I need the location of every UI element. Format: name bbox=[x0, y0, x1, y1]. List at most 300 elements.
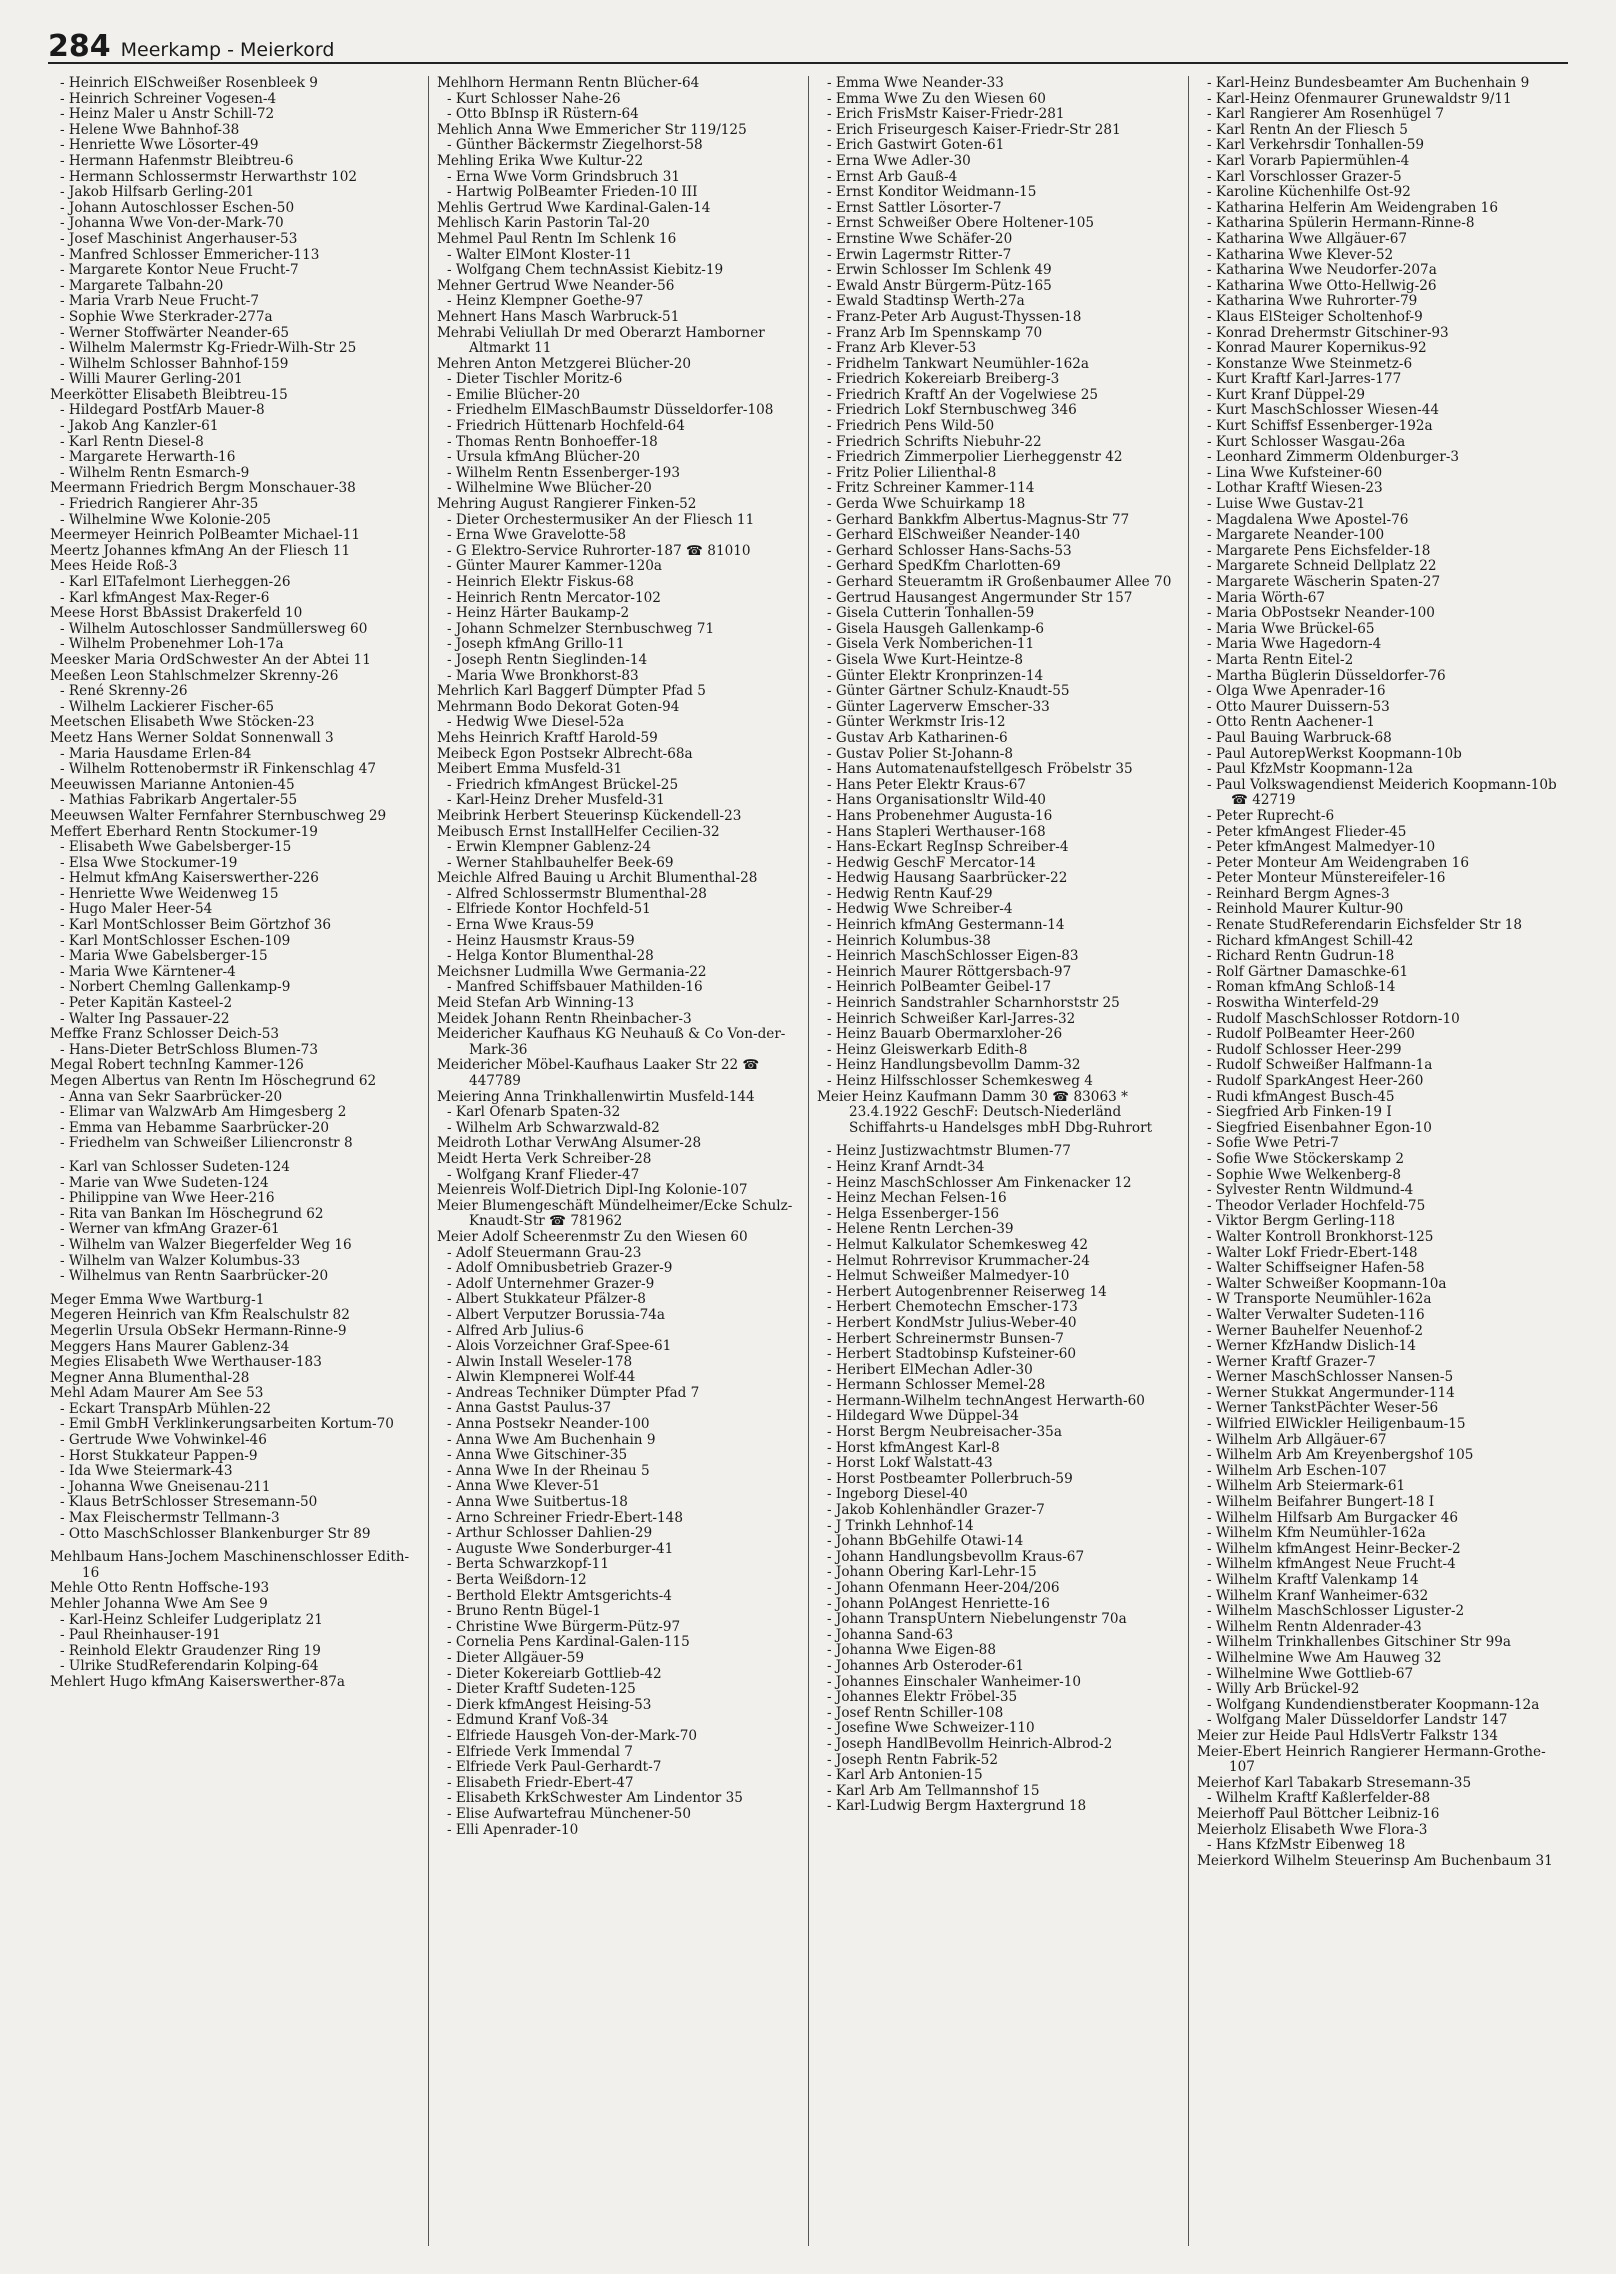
directory-entry: Meeuwsen Walter Fernfahrer Sternbuschweg 29 bbox=[50, 807, 387, 824]
directory-entry: - Maria Wwe Kärntener-4 bbox=[60, 963, 236, 980]
directory-entry: - Siegfried Arb Finken-19 I bbox=[1207, 1104, 1392, 1121]
directory-entry: - Wolfgang Chem technAssist Kiebitz-19 bbox=[447, 262, 724, 279]
directory-entry: - Roman kfmAng Schloß-14 bbox=[1207, 979, 1396, 996]
directory-entry: - Roswitha Winterfeld-29 bbox=[1207, 995, 1379, 1012]
directory-entry: - Heinz Bauarb Obermarxloher-26 bbox=[827, 1026, 1063, 1043]
directory-entry: - Ernst Arb Gauß-4 bbox=[827, 168, 958, 185]
directory-entry: Meesker Maria OrdSchwester An der Abtei 11 bbox=[50, 651, 371, 668]
directory-entry: - Johanna Sand-63 bbox=[827, 1626, 954, 1643]
directory-entry: - Siegfried Eisenbahner Egon-10 bbox=[1207, 1119, 1432, 1136]
directory-entry: - Ernst Schweißer Obere Holtener-105 bbox=[827, 215, 1094, 232]
directory-entry: - Emil GmbH Verklinkerungsarbeiten Kortum-70 bbox=[60, 1416, 394, 1433]
directory-entry: - Heinrich Maurer Röttgersbach-97 bbox=[827, 963, 1072, 980]
directory-entry: - Wilhelm Trinkhallenbes Gitschiner Str 99a bbox=[1207, 1634, 1511, 1651]
directory-entry: - Katharina Wwe Otto-Hellwig-26 bbox=[1207, 277, 1437, 294]
directory-entry: - Karl Rangierer Am Rosenhügel 7 bbox=[1207, 106, 1445, 123]
directory-entry: Meibert Emma Musfeld-31 bbox=[437, 761, 623, 778]
directory-entry: Mehner Gertrud Wwe Neander-56 bbox=[437, 277, 675, 294]
directory-entry: - Gerhard Bankkfm Albertus-Magnus-Str 77 bbox=[827, 511, 1130, 528]
directory-entry: - Joseph HandlBevollm Heinrich-Albrod-2 bbox=[827, 1735, 1113, 1752]
directory-entry: - Heinrich ElSchweißer Rosenbleek 9 bbox=[60, 76, 318, 91]
directory-entry: - Walter Ing Passauer-22 bbox=[60, 1010, 230, 1027]
directory-entry: - Hedwig Wwe Schreiber-4 bbox=[827, 901, 1013, 918]
directory-entry: - Maria Hausdame Erlen-84 bbox=[60, 745, 252, 762]
directory-entry: - Alfred Arb Julius-6 bbox=[447, 1322, 584, 1339]
directory-entry: - Edmund Kranf Voß-34 bbox=[447, 1712, 609, 1729]
directory-entry: - Heinrich Schreiner Vogesen-4 bbox=[60, 90, 277, 107]
directory-entry: - Ewald Stadtinsp Werth-27a bbox=[827, 293, 1025, 310]
directory-entry: Meichle Alfred Bauing u Archit Blumenthal-28 bbox=[437, 870, 758, 887]
page-number: 284 bbox=[48, 29, 111, 64]
directory-entry: - Elimar van WalzwArb Am Himgesberg 2 bbox=[60, 1104, 347, 1121]
directory-entry: Meetschen Elisabeth Wwe Stöcken-23 bbox=[50, 714, 315, 731]
directory-entry: - Erwin Lagermstr Ritter-7 bbox=[827, 246, 1012, 263]
directory-entry: - Reinhold Maurer Kultur-90 bbox=[1207, 901, 1404, 918]
directory-entry: - Heinrich kfmAng Gestermann-14 bbox=[827, 917, 1065, 934]
directory-entry: - Karl van Schlosser Sudeten-124 bbox=[60, 1158, 290, 1175]
directory-entry: - Johann Schmelzer Sternbuschweg 71 bbox=[447, 620, 715, 637]
directory-entry: - Johann Autoschlosser Eschen-50 bbox=[60, 199, 295, 216]
directory-entry: - Alois Vorzeichner Graf-Spee-61 bbox=[447, 1338, 672, 1355]
directory-entry: - Reinhold Elektr Graudenzer Ring 19 bbox=[60, 1642, 321, 1659]
directory-entry: Megal Robert technIng Kammer-126 bbox=[50, 1057, 304, 1074]
directory-entry: - Henriette Wwe Weidenweg 15 bbox=[60, 885, 279, 902]
directory-entry: - Marie van Wwe Sudeten-124 bbox=[60, 1174, 269, 1191]
directory-entry: - Adolf Steuermann Grau-23 bbox=[447, 1244, 642, 1261]
directory-entry: - Peter Kapitän Kasteel-2 bbox=[60, 995, 233, 1012]
directory-entry: Meienreis Wolf-Dietrich Dipl-Ing Kolonie-107 bbox=[437, 1182, 748, 1199]
directory-entry: Mees Heide Roß-3 bbox=[50, 558, 178, 575]
directory-entry: - Elisabeth Friedr-Ebert-47 bbox=[447, 1774, 634, 1791]
directory-entry: - Wilhelm Malermstr Kg-Friedr-Wilh-Str 25 bbox=[60, 340, 357, 357]
directory-entry: - Maria Wwe Brückel-65 bbox=[1207, 620, 1375, 637]
directory-entry: Meermann Friedrich Bergm Monschauer-38 bbox=[50, 480, 356, 497]
directory-entry: - Karl Verkehrsdir Tonhallen-59 bbox=[1207, 137, 1425, 154]
directory-entry: Meierholz Elisabeth Wwe Flora-3 bbox=[1197, 1821, 1428, 1838]
directory-entry: Meidroth Lothar VerwAng Alsumer-28 bbox=[437, 1135, 702, 1152]
directory-entry: - Wilhelm Probenehmer Loh-17a bbox=[60, 636, 284, 653]
directory-entry: - W Transporte Neumühler-162a bbox=[1207, 1291, 1432, 1308]
directory-entry: - Alwin Klempnerei Wolf-44 bbox=[447, 1369, 636, 1386]
directory-entry: - Hedwig GeschF Mercator-14 bbox=[827, 854, 1036, 871]
directory-entry: - Karl-Heinz Schleifer Ludgeriplatz 21 bbox=[60, 1611, 323, 1628]
directory-entry: - Katharina Wwe Klever-52 bbox=[1207, 246, 1394, 263]
directory-entry: - Jakob Hilfsarb Gerling-201 bbox=[60, 184, 255, 201]
directory-entry: - Alfred Schlossermstr Blumenthal-28 bbox=[447, 885, 707, 902]
directory-entry: - Friedhelm van Schweißer Liliencronstr 8 bbox=[60, 1135, 353, 1152]
directory-entry: - Erich Friseurgesch Kaiser-Friedr-Str 281 bbox=[827, 121, 1121, 138]
directory-entry: - Heinz Maler u Anstr Schill-72 bbox=[60, 106, 275, 123]
directory-entry: - Rolf Gärtner Damaschke-61 bbox=[1207, 963, 1409, 980]
directory-entry: - Viktor Bergm Gerling-118 bbox=[1207, 1213, 1396, 1230]
directory-entry: - Sophie Wwe Sterkrader-277a bbox=[60, 308, 273, 325]
directory-entry: - Dieter Kokereiarb Gottlieb-42 bbox=[447, 1665, 662, 1682]
directory-entry: - Sofie Wwe Petri-7 bbox=[1207, 1135, 1339, 1152]
directory-entry: - Wilhelm Kranf Wanheimer-632 bbox=[1207, 1587, 1429, 1604]
directory-entry: - Berthold Elektr Amtsgerichts-4 bbox=[447, 1587, 672, 1604]
directory-entry: - Wilhelm Lackierer Fischer-65 bbox=[60, 698, 274, 715]
directory-entry: - Wilhelm Arb Eschen-107 bbox=[1207, 1462, 1387, 1479]
directory-entry: - Hedwig Rentn Kauf-29 bbox=[827, 885, 993, 902]
directory-entry: - Johanna Wwe Eigen-88 bbox=[827, 1642, 996, 1659]
directory-entry: - Gisela Verk Nomberichen-11 bbox=[827, 636, 1035, 653]
directory-entry: - Gerda Wwe Schuirkamp 18 bbox=[827, 496, 1026, 513]
directory-entry: - Werner Bauhelfer Neuenhof-2 bbox=[1207, 1322, 1424, 1339]
directory-entry: - Werner MaschSchlosser Nansen-5 bbox=[1207, 1369, 1454, 1386]
directory-entry: - Sofie Wwe Stöckerskamp 2 bbox=[1207, 1150, 1405, 1167]
directory-entry: - Wilhelm kfmAngest Neue Frucht-4 bbox=[1207, 1556, 1456, 1573]
directory-entry: Megner Anna Blumenthal-28 bbox=[50, 1369, 250, 1386]
directory-entry: - Fritz Polier Lilienthal-8 bbox=[827, 464, 997, 481]
directory-entry: - Albert Verputzer Borussia-74a bbox=[447, 1306, 665, 1323]
directory-entry: - Emma Wwe Neander-33 bbox=[827, 76, 1004, 91]
directory-entry: - Johann TranspUntern Niebelungenstr 70a bbox=[827, 1611, 1127, 1628]
directory-entry: Meichsner Ludmilla Wwe Germania-22 bbox=[437, 963, 707, 980]
directory-entry: - Helga Kontor Blumenthal-28 bbox=[447, 948, 654, 965]
directory-entry: - Anna Wwe In der Rheinau 5 bbox=[447, 1462, 650, 1479]
directory-entry: - Wilhelm Hilfsarb Am Burgacker 46 bbox=[1207, 1509, 1458, 1526]
directory-entry: - Margarete Kontor Neue Frucht-7 bbox=[60, 262, 299, 279]
directory-entry: - Friedrich Zimmerpolier Lierheggenstr 42 bbox=[827, 449, 1123, 466]
directory-entry: - Günter Elektr Kronprinzen-14 bbox=[827, 667, 1044, 684]
directory-entry: - Wilhelm Arb Allgäuer-67 bbox=[1207, 1431, 1387, 1448]
directory-entry: - Hans Stapleri Werthauser-168 bbox=[827, 823, 1046, 840]
directory-entry: - Ingeborg Diesel-40 bbox=[827, 1486, 968, 1503]
directory-entry: - Josef Maschinist Angerhauser-53 bbox=[60, 230, 298, 247]
directory-entry: Meier Adolf Scheerenmstr Zu den Wiesen 60 bbox=[437, 1228, 748, 1245]
directory-entry: - Anna Wwe Suitbertus-18 bbox=[447, 1494, 628, 1511]
directory-entry: - Karl-Heinz Ofenmaurer Grunewaldstr 9/11 bbox=[1207, 90, 1512, 107]
directory-entry: - Hans Peter Elektr Kraus-67 bbox=[827, 776, 1027, 793]
directory-entry: - Otto BbInsp iR Rüstern-64 bbox=[447, 106, 639, 123]
directory-entry: - Margarete Schneid Dellplatz 22 bbox=[1207, 558, 1437, 575]
directory-entry: - Lothar Kraftf Wiesen-23 bbox=[1207, 480, 1383, 497]
directory-entry: - Karl Vorschlosser Grazer-5 bbox=[1207, 168, 1402, 185]
directory-entry: - Kurt Schlosser Wasgau-26a bbox=[1207, 433, 1406, 450]
directory-entry: - Franz Arb Klever-53 bbox=[827, 340, 977, 357]
directory-entry: - Heinz Mechan Felsen-16 bbox=[827, 1190, 1007, 1207]
directory-entry: - Albert Stukkateur Pfälzer-8 bbox=[447, 1291, 646, 1308]
directory-entry: - Hermann-Wilhelm technAngest Herwarth-60 bbox=[827, 1392, 1145, 1409]
directory-entry: - Johanna Wwe Gneisenau-211 bbox=[60, 1478, 271, 1495]
directory-entry: - Wilhelm Kraftf Valenkamp 14 bbox=[1207, 1572, 1419, 1588]
directory-entry: - Ewald Anstr Bürgerm-Pütz-165 bbox=[827, 277, 1052, 294]
directory-entry: - Werner KfzHandw Dislich-14 bbox=[1207, 1338, 1416, 1355]
directory-entry: - Elisabeth Wwe Gabelsberger-15 bbox=[60, 839, 292, 856]
directory-entry: - Renate StudReferendarin Eichsfelder Str 18 bbox=[1207, 917, 1522, 934]
directory-entry: - Hartwig PolBeamter Frieden-10 III bbox=[447, 184, 698, 201]
directory-entry: - Friedrich Kokereiarb Breiberg-3 bbox=[827, 371, 1060, 388]
directory-entry: - Emilie Blücher-20 bbox=[447, 386, 581, 403]
directory-entry: - Katharina Wwe Neudorfer-207a bbox=[1207, 262, 1437, 279]
directory-entry: - Elfriede Hausgeh Von-der-Mark-70 bbox=[447, 1727, 698, 1744]
directory-entry: - Gerhard Steueramtm iR Großenbaumer Allee 70 bbox=[827, 574, 1172, 590]
directory-entry: Meffke Franz Schlosser Deich-53 bbox=[50, 1026, 280, 1043]
directory-entry: - Ulrike StudReferendarin Kolping-64 bbox=[60, 1658, 319, 1675]
directory-entry: - Konstanze Wwe Steinmetz-6 bbox=[1207, 355, 1413, 372]
directory-entry: - Jakob Kohlenhändler Grazer-7 bbox=[827, 1502, 1045, 1519]
directory-entry: - Sophie Wwe Welkenberg-8 bbox=[1207, 1166, 1402, 1183]
directory-entry: - Friedhelm ElMaschBaumstr Düsseldorfer-108 bbox=[447, 402, 774, 419]
directory-entry: - Karl MontSchlosser Eschen-109 bbox=[60, 932, 291, 949]
directory-entry: - Elisabeth KrkSchwester Am Lindentor 35 bbox=[447, 1790, 743, 1807]
directory-entry: - Henriette Wwe Lösorter-49 bbox=[60, 137, 259, 154]
directory-entry: - Elsa Wwe Stockumer-19 bbox=[60, 854, 238, 871]
directory-entry: - Friedrich Lokf Sternbuschweg 346 bbox=[827, 402, 1077, 419]
directory-entry: - Hermann Schlossermstr Herwarthstr 102 bbox=[60, 168, 358, 185]
directory-entry: Meeuwissen Marianne Antonien-45 bbox=[50, 776, 295, 793]
directory-entry: - Erich Gastwirt Goten-61 bbox=[827, 137, 1005, 154]
directory-entry: - Peter Monteur Am Weidengraben 16 bbox=[1207, 854, 1469, 871]
directory-entry: - Franz-Peter Arb August-Thyssen-18 bbox=[827, 308, 1082, 325]
directory-entry: - Peter kfmAngest Malmedyer-10 bbox=[1207, 839, 1436, 856]
directory-entry: Meerkötter Elisabeth Bleibtreu-15 bbox=[50, 386, 288, 403]
directory-entry: - Klaus ElSteiger Scholtenhof-9 bbox=[1207, 308, 1423, 325]
directory-entry: - Karl Arb Antonien-15 bbox=[827, 1767, 983, 1784]
directory-entry: - Karl-Heinz Dreher Musfeld-31 bbox=[447, 792, 665, 809]
directory-entry: - Wilhelm Kfm Neumühler-162a bbox=[1207, 1525, 1426, 1542]
directory-entry: - Adolf Unternehmer Grazer-9 bbox=[447, 1275, 655, 1292]
directory-entry: - Katharina Helferin Am Weidengraben 16 bbox=[1207, 199, 1498, 216]
directory-entry: - Wilhelm Beifahrer Bungert-18 I bbox=[1207, 1494, 1435, 1511]
directory-entry: - Paul KfzMstr Koopmann-12a bbox=[1207, 761, 1413, 778]
directory-entry: - Arthur Schlosser Dahlien-29 bbox=[447, 1525, 653, 1542]
directory-entry: - Horst kfmAngest Karl-8 bbox=[827, 1439, 1000, 1456]
directory-entry: - Hans Organisationsltr Wild-40 bbox=[827, 792, 1046, 809]
directory-entry: Mehnert Hans Masch Warbruck-51 bbox=[437, 308, 680, 325]
directory-entry: - Karl-Heinz Bundesbeamter Am Buchenhain 9 bbox=[1207, 76, 1530, 91]
directory-entry: - Otto MaschSchlosser Blankenburger Str 89 bbox=[60, 1525, 371, 1542]
directory-entry: - Margarete Talbahn-20 bbox=[60, 277, 224, 294]
directory-entry: - Maria Wwe Gabelsberger-15 bbox=[60, 948, 268, 965]
directory-entry: Mehlich Anna Wwe Emmericher Str 119/125 bbox=[437, 121, 747, 138]
directory-entry: - Richard kfmAngest Schill-42 bbox=[1207, 932, 1414, 949]
directory-entry: - Friedrich Hüttenarb Hochfeld-64 bbox=[447, 418, 685, 435]
directory-entry: Mehrabi Veliullah Dr med Oberarzt Hamborner Altmarkt 11 bbox=[437, 324, 770, 357]
directory-entry: - Heinz Härter Baukamp-2 bbox=[447, 605, 630, 622]
directory-entry: - Kurt Kranf Düppel-29 bbox=[1207, 386, 1366, 403]
directory-entry: - Karl Rentn Diesel-8 bbox=[60, 433, 204, 450]
directory-entry: - Otto Maurer Duissern-53 bbox=[1207, 698, 1390, 715]
directory-entry: - Franz Arb Im Spennskamp 70 bbox=[827, 324, 1043, 341]
directory-entry: - Margarete Herwarth-16 bbox=[60, 449, 236, 466]
directory-entry: - Anna Postsekr Neander-100 bbox=[447, 1416, 650, 1433]
directory-entry: - Max Fleischermstr Tellmann-3 bbox=[60, 1510, 280, 1527]
page-header bbox=[48, 28, 1568, 64]
directory-entry: - Wilhelm Autoschlosser Sandmüllersweg 60 bbox=[60, 620, 368, 637]
directory-entry: - Andreas Techniker Dümpter Pfad 7 bbox=[447, 1384, 700, 1401]
directory-entry: - Christine Wwe Bürgerm-Pütz-97 bbox=[447, 1618, 681, 1635]
directory-entry: Meier Heinz Kaufmann Damm 30 ☎ 83063 * 23.4.1922 GeschF: Deutsch-Niederländ Schiffahrts-u Handelsges mbH Dbg-Ruhrort bbox=[817, 1088, 1153, 1136]
directory-entry: - Olga Wwe Apenrader-16 bbox=[1207, 683, 1386, 700]
directory-entry: - Walter ElMont Kloster-11 bbox=[447, 246, 632, 263]
directory-entry: - Wilhelm Arb Am Kreyenbergshof 105 bbox=[1207, 1447, 1474, 1464]
directory-entry: - Wilhelm Rentn Essenberger-193 bbox=[447, 464, 680, 481]
directory-entry: - Erwin Klempner Gablenz-24 bbox=[447, 839, 652, 856]
column-3 bbox=[808, 76, 1188, 2246]
directory-entry: - Hedwig Wwe Diesel-52a bbox=[447, 714, 625, 731]
directory-entry: - Gisela Hausgeh Gallenkamp-6 bbox=[827, 620, 1045, 637]
directory-entry: - Johann PolAngest Henriette-16 bbox=[827, 1595, 1050, 1612]
directory-entry: Meidericher Kaufhaus KG Neuhauß & Co Von-der-Mark-36 bbox=[437, 1026, 786, 1058]
directory-entry: - Hildegard PostfArb Mauer-8 bbox=[60, 402, 265, 419]
directory-entry: Meertz Johannes kfmAng An der Fliesch 11 bbox=[50, 542, 351, 559]
directory-entry: - Heinrich Elektr Fiskus-68 bbox=[447, 574, 634, 590]
directory-entry: - Kurt MaschSchlosser Wiesen-44 bbox=[1207, 402, 1439, 419]
directory-entry: - Heinz Hausmstr Kraus-59 bbox=[447, 932, 635, 949]
directory-entry: - Manfred Schiffsbauer Mathilden-16 bbox=[447, 979, 703, 996]
directory-entry: - Paul Volkswagendienst Meiderich Koopmann-10b ☎ 42719 bbox=[1207, 776, 1562, 809]
directory-entry: - Hans KfzMstr Eibenweg 18 bbox=[1207, 1837, 1406, 1854]
directory-entry: - Ernst Sattler Lösorter-7 bbox=[827, 199, 1002, 216]
directory-entry: - Wilhelmine Wwe Blücher-20 bbox=[447, 480, 652, 497]
directory-entry: - Horst Stukkateur Pappen-9 bbox=[60, 1447, 258, 1464]
directory-entry: - Werner Stukkat Angermunder-114 bbox=[1207, 1384, 1455, 1401]
directory-entry: Meese Horst BbAssist Drakerfeld 10 bbox=[50, 605, 303, 622]
directory-entry: - Rudi kfmAngest Busch-45 bbox=[1207, 1088, 1395, 1105]
directory-entry: - Margarete Wäscherin Spaten-27 bbox=[1207, 574, 1441, 590]
directory-entry: - Johannes Elektr Fröbel-35 bbox=[827, 1689, 1018, 1706]
directory-entry: - Walter Verwalter Sudeten-116 bbox=[1207, 1306, 1425, 1323]
directory-entry: - Heinz Handlungsbevollm Damm-32 bbox=[827, 1057, 1081, 1074]
directory-entry: - Wolfgang Maler Düsseldorfer Landstr 147 bbox=[1207, 1712, 1508, 1729]
directory-entry: - Horst Lokf Walstatt-43 bbox=[827, 1455, 993, 1472]
directory-entry: - Friedrich Pens Wild-50 bbox=[827, 418, 995, 435]
directory-entry: Mehrlich Karl Baggerf Dümpter Pfad 5 bbox=[437, 683, 706, 700]
directory-entry: - Maria Vrarb Neue Frucht-7 bbox=[60, 293, 259, 310]
directory-entry: - Anna Wwe Gitschiner-35 bbox=[447, 1447, 628, 1464]
directory-entry: - Cornelia Pens Kardinal-Galen-115 bbox=[447, 1634, 690, 1651]
directory-entry: - Herbert Autogenbrenner Reiserweg 14 bbox=[827, 1283, 1107, 1300]
directory-entry: Meiering Anna Trinkhallenwirtin Musfeld-144 bbox=[437, 1088, 755, 1105]
directory-entry: - Gerhard ElSchweißer Neander-140 bbox=[827, 527, 1081, 544]
directory-entry: - Werner TankstPächter Weser-56 bbox=[1207, 1400, 1439, 1417]
directory-entry: - Wilhelm Arb Steiermark-61 bbox=[1207, 1478, 1406, 1495]
directory-entry: - Gerhard SpedKfm Charlotten-69 bbox=[827, 558, 1061, 575]
directory-entry: - Ernstine Wwe Schäfer-20 bbox=[827, 230, 1013, 247]
directory-entry: - Karl-Ludwig Bergm Haxtergrund 18 bbox=[827, 1798, 1087, 1815]
directory-entry: - Anna van Sekr Saarbrücker-20 bbox=[60, 1088, 283, 1105]
directory-entry: - Margarete Pens Eichsfelder-18 bbox=[1207, 542, 1431, 559]
directory-entry: - Magdalena Wwe Apostel-76 bbox=[1207, 511, 1409, 528]
directory-entry: - Mathias Fabrikarb Angertaler-55 bbox=[60, 792, 298, 809]
directory-entry: - Friedrich Kraftf An der Vogelwiese 25 bbox=[827, 386, 1099, 403]
directory-entry: - Thomas Rentn Bonhoeffer-18 bbox=[447, 433, 658, 450]
directory-entry: - Kurt Schlosser Nahe-26 bbox=[447, 90, 621, 107]
directory-entry: - Gerhard Schlosser Hans-Sachs-53 bbox=[827, 542, 1072, 559]
directory-entry: Meier zur Heide Paul HdlsVertr Falkstr 134 bbox=[1197, 1727, 1498, 1744]
directory-entry: Megerlin Ursula ObSekr Hermann-Rinne-9 bbox=[50, 1322, 347, 1339]
directory-entry: - Lina Wwe Kufsteiner-60 bbox=[1207, 464, 1383, 481]
directory-entry: Meierhoff Paul Böttcher Leibniz-16 bbox=[1197, 1805, 1440, 1822]
directory-entry: - Dierk kfmAngest Heising-53 bbox=[447, 1696, 652, 1713]
directory-entry: - Joseph kfmAng Grillo-11 bbox=[447, 636, 625, 653]
directory-entry: Meibusch Ernst InstallHelfer Cecilien-32 bbox=[437, 823, 720, 840]
directory-columns bbox=[48, 76, 1568, 2246]
directory-entry: Meier Blumengeschäft Mündelheimer/Ecke Schulz-Knaudt-Str ☎ 781962 bbox=[437, 1197, 793, 1230]
directory-entry: - Gertrude Wwe Vohwinkel-46 bbox=[60, 1432, 267, 1449]
directory-entry: - Wilhelm Rentn Aldenrader-43 bbox=[1207, 1618, 1422, 1635]
directory-entry: - Gustav Arb Katharinen-6 bbox=[827, 729, 1008, 746]
directory-entry: - Walter Lokf Friedr-Ebert-148 bbox=[1207, 1244, 1418, 1261]
directory-entry: - Wilhelm kfmAngest Heinr-Becker-2 bbox=[1207, 1540, 1461, 1557]
directory-entry: - Helmut Rohrrevisor Krummacher-24 bbox=[827, 1252, 1090, 1269]
directory-entry: - Erwin Schlosser Im Schlenk 49 bbox=[827, 262, 1052, 279]
directory-entry: Mehren Anton Metzgerei Blücher-20 bbox=[437, 355, 692, 372]
directory-entry: - Josef Rentn Schiller-108 bbox=[827, 1704, 1004, 1721]
directory-entry: - Helmut Kalkulator Schemkesweg 42 bbox=[827, 1236, 1088, 1253]
directory-entry: Megies Elisabeth Wwe Werthauser-183 bbox=[50, 1354, 322, 1371]
directory-entry: - Heribert ElMechan Adler-30 bbox=[827, 1361, 1033, 1378]
directory-entry: - Elise Aufwartefrau Münchener-50 bbox=[447, 1805, 691, 1822]
directory-entry: - Paul Bauing Warbruck-68 bbox=[1207, 729, 1392, 746]
directory-entry: - Manfred Schlosser Emmericher-113 bbox=[60, 246, 320, 263]
directory-entry: - Heinz Hilfsschlosser Schemkesweg 4 bbox=[827, 1073, 1093, 1089]
directory-entry: - Ursula kfmAng Blücher-20 bbox=[447, 449, 641, 466]
directory-entry: - Heinz MaschSchlosser Am Finkenacker 12 bbox=[827, 1174, 1132, 1191]
directory-entry: - Günter Maurer Kammer-120a bbox=[447, 558, 662, 575]
directory-entry: - Katharina Wwe Ruhrorter-79 bbox=[1207, 293, 1418, 310]
directory-entry: - Werner Stoffwärter Neander-65 bbox=[60, 324, 290, 341]
directory-entry: - Auguste Wwe Sonderburger-41 bbox=[447, 1540, 674, 1557]
directory-entry: Meermeyer Heinrich PolBeamter Michael-11 bbox=[50, 527, 361, 544]
directory-entry: - Emma Wwe Zu den Wiesen 60 bbox=[827, 90, 1046, 107]
directory-entry: - Dieter Tischler Moritz-6 bbox=[447, 371, 623, 388]
directory-entry: - Erna Wwe Kraus-59 bbox=[447, 917, 594, 934]
directory-entry: - Elfriede Kontor Hochfeld-51 bbox=[447, 901, 651, 918]
directory-entry: - Willi Maurer Gerling-201 bbox=[60, 371, 243, 388]
directory-entry: - Karl kfmAngest Max-Reger-6 bbox=[60, 589, 270, 606]
directory-entry: Meidericher Möbel-Kaufhaus Laaker Str 22 ☎ 447789 bbox=[437, 1057, 764, 1089]
directory-entry: Meetz Hans Werner Soldat Sonnenwall 3 bbox=[50, 729, 334, 746]
directory-entry: - Gisela Wwe Kurt-Heintze-8 bbox=[827, 651, 1023, 668]
directory-entry: - Karoline Küchenhilfe Ost-92 bbox=[1207, 184, 1411, 201]
directory-entry: - Luise Wwe Gustav-21 bbox=[1207, 496, 1366, 513]
directory-entry: - Hans-Eckart RegInsp Schreiber-4 bbox=[827, 839, 1069, 856]
directory-entry: - Klaus BetrSchlosser Stresemann-50 bbox=[60, 1494, 318, 1511]
directory-entry: - Dieter Orchestermusiker An der Fliesch 11 bbox=[447, 511, 755, 528]
directory-entry: - Gertrud Hausangest Angermunder Str 157 bbox=[827, 589, 1133, 606]
directory-entry: - Helene Wwe Bahnhof-38 bbox=[60, 121, 240, 138]
directory-entry: - Eckart TranspArb Mühlen-22 bbox=[60, 1400, 271, 1417]
directory-entry: Meger Emma Wwe Wartburg-1 bbox=[50, 1291, 265, 1308]
directory-entry: - Wilhelmine Wwe Gottlieb-67 bbox=[1207, 1665, 1414, 1682]
directory-entry: - Maria Wörth-67 bbox=[1207, 589, 1326, 606]
directory-entry: Megeren Heinrich van Kfm Realschulstr 82 bbox=[50, 1307, 350, 1324]
directory-entry: Meierhof Karl Tabakarb Stresemann-35 bbox=[1197, 1774, 1472, 1791]
directory-entry: - Joseph Rentn Fabrik-52 bbox=[827, 1751, 998, 1768]
directory-entry: - Günter Gärtner Schulz-Knaudt-55 bbox=[827, 683, 1070, 700]
directory-entry: - Wolfgang Kundendienstberater Koopmann-12a bbox=[1207, 1696, 1540, 1713]
directory-entry: - Walter Schweißer Koopmann-10a bbox=[1207, 1275, 1447, 1292]
directory-entry: - Rudolf PolBeamter Heer-260 bbox=[1207, 1026, 1415, 1043]
directory-entry: - Elfriede Verk Paul-Gerhardt-7 bbox=[447, 1759, 662, 1776]
directory-entry: - Helmut Schweißer Malmedyer-10 bbox=[827, 1268, 1070, 1285]
directory-entry: - Peter Monteur Münstereifeler-16 bbox=[1207, 870, 1446, 887]
directory-entry: Meffert Eberhard Rentn Stockumer-19 bbox=[50, 823, 318, 840]
directory-entry: - Hedwig Hausang Saarbrücker-22 bbox=[827, 870, 1068, 887]
directory-entry: - Paul Rheinhauser-191 bbox=[60, 1627, 221, 1644]
directory-entry: - Friedrich kfmAngest Brückel-25 bbox=[447, 776, 679, 793]
directory-entry: - Johann Ofenmann Heer-204/206 bbox=[827, 1580, 1060, 1596]
directory-entry: - Fritz Schreiner Kammer-114 bbox=[827, 480, 1035, 497]
directory-entry: - Horst Postbeamter Pollerbruch-59 bbox=[827, 1470, 1073, 1487]
directory-entry: - Herbert Stadtobinsp Kufsteiner-60 bbox=[827, 1346, 1077, 1363]
directory-entry: - Anna Gastst Paulus-37 bbox=[447, 1400, 612, 1417]
directory-entry: - Berta Weißdorn-12 bbox=[447, 1572, 587, 1588]
directory-entry: - Norbert Chemlng Gallenkamp-9 bbox=[60, 979, 291, 996]
directory-entry: - Hildegard Wwe Düppel-34 bbox=[827, 1408, 1019, 1425]
